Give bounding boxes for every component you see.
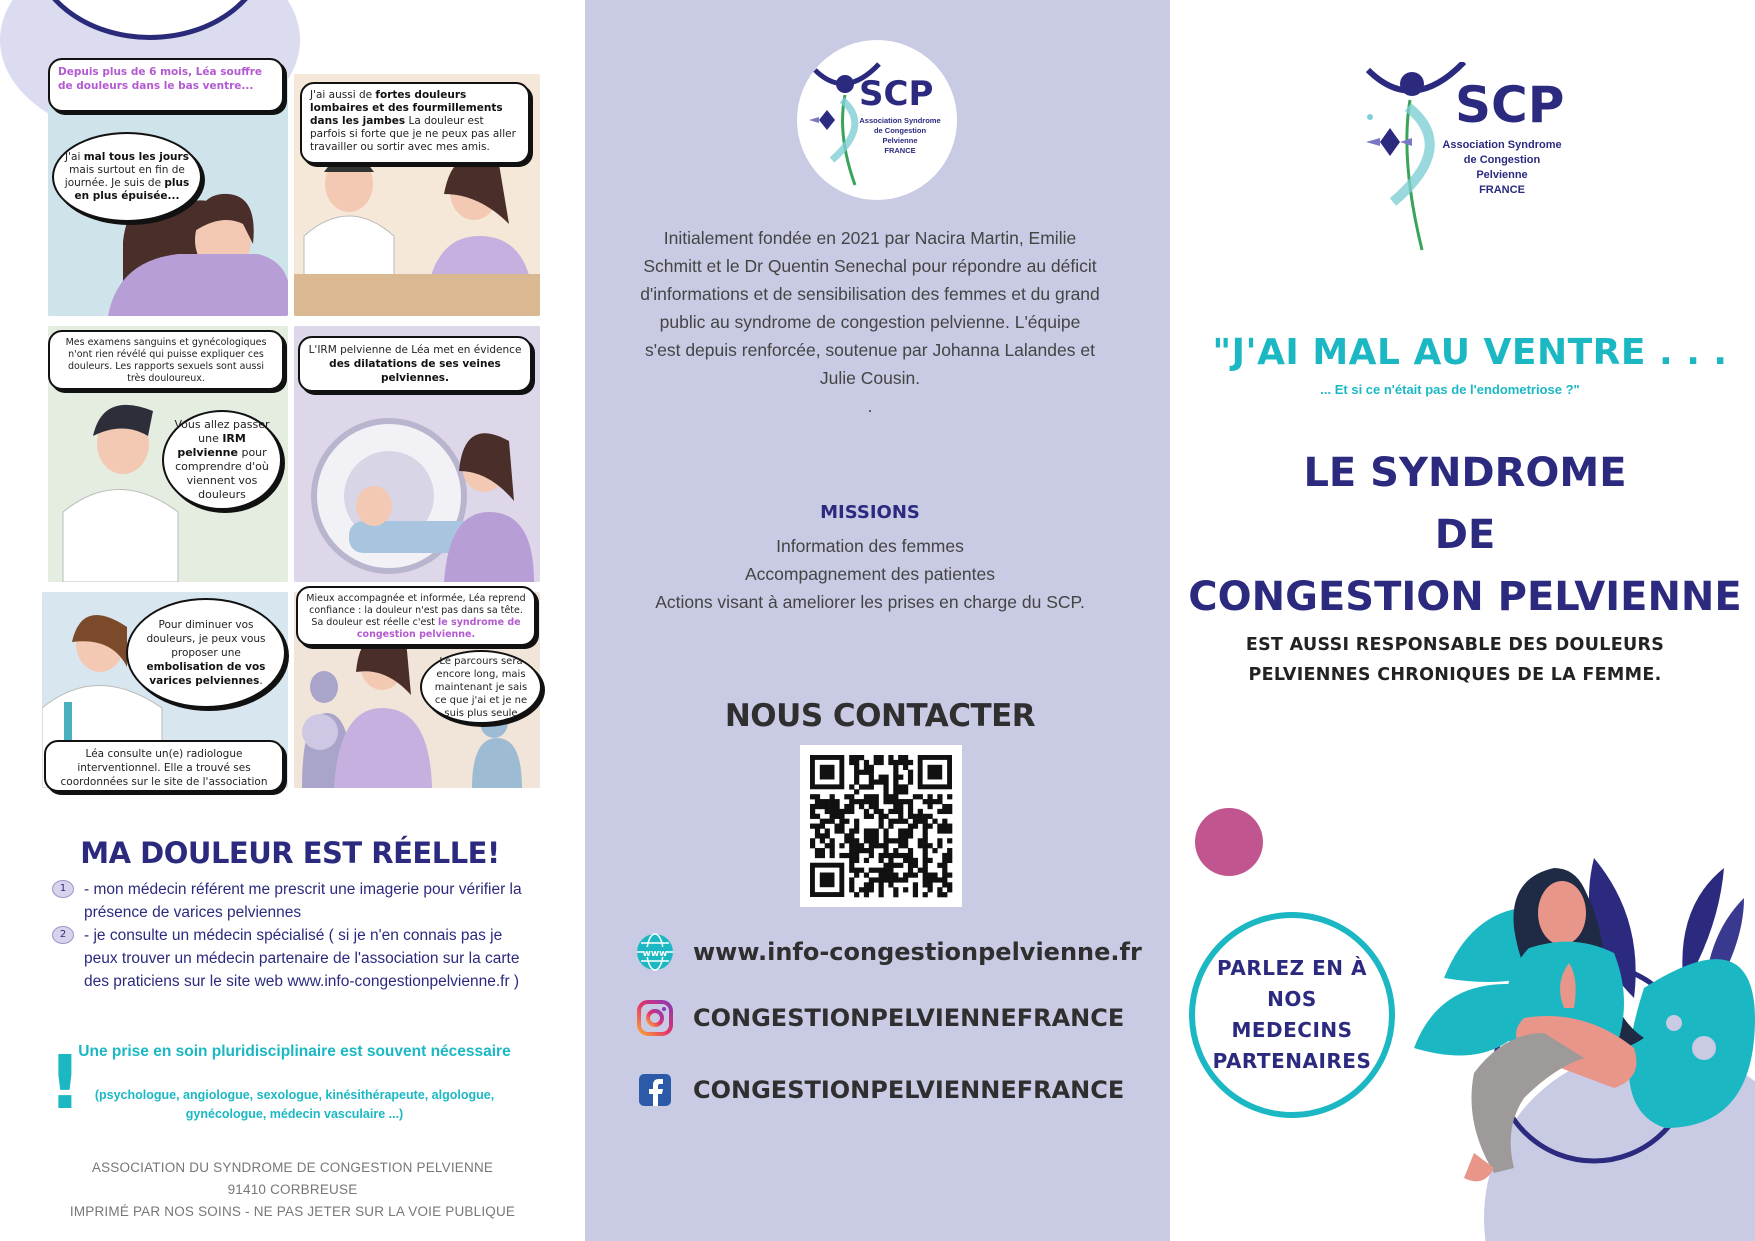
intro-dot: . [867,396,873,416]
logo-line: Pelvienne [882,136,918,145]
list-item-2: - je consulte un médecin spécialisé ( si je n'en connais pas je peux trouver un médecin partenaire de l'association sur la carte des praticiens sur le site web www.info-congestionpelvienne.fr ) [84,927,520,990]
contact-title: NOUS CONTACTER [724,698,1036,734]
bubble-text: L'IRM pelvienne de Léa met en évidence [308,344,522,356]
logo-line: FRANCE [884,146,916,155]
logo-subtitle [847,116,953,156]
bubble-text: Le parcours sera encore long, mais maintenant je sais ce que j'ai et je ne suis plus seule [434,655,528,719]
list-item-1: - mon médecin référent me prescrit une imagerie pour vérifier la présence de varices pelviennes [84,881,522,921]
caption-text: Mieux accompagnée et informée, Léa reprend confiance : la douleur n'est pas dans sa tête. Sa douleur est réelle c'est [306,593,526,628]
facebook-row[interactable] [635,1070,1124,1110]
instagram-icon [635,998,675,1038]
mission-item: Accompagnement des patientes [744,564,996,584]
logo-line: Association Syndrome [1442,139,1562,151]
comic-bubble-3 [162,410,282,510]
missions-list [640,532,1100,616]
syndrome-title-3: CONGESTION PELVIENNE [1188,574,1742,620]
syndrome-description: EST AUSSI RESPONSABLE DES DOULEURS PELVIENNES CHRONIQUES DE LA FEMME. [1245,635,1665,685]
comic-bubble-4 [298,336,532,392]
caption-text: Depuis plus de 6 mois, Léa souffre de douleurs dans le bas ventre... [58,66,263,92]
qr-code-image [800,745,962,907]
comic-caption-1 [48,58,284,112]
bubble-text: J'ai [65,151,84,163]
footer-association: ASSOCIATION DU SYNDROME DE CONGESTION PELVIENNE [91,1160,494,1175]
mission-item: Information des femmes [776,536,964,556]
instagram-row[interactable] [635,998,1124,1038]
comic-bubble-1 [52,132,202,222]
bubble-bold: des dilatations de ses veines pelviennes. [329,358,501,384]
caption-highlight: le syndrome de congestion pelvienne. [356,617,521,640]
missions-title: MISSIONS [820,502,920,523]
mission-item: Actions visant à ameliorer les prises en charge du SCP. [655,592,1085,612]
woman-illustration [1404,838,1755,1241]
qr-code[interactable] [800,745,962,907]
subheadline: ... Et si ce n'était pas de l'endometriose ?" [1320,382,1580,397]
partner-doctors-text: PARLEZ EN À NOS MEDECINS PARTENAIRES [1212,956,1372,1073]
bubble-bold: mal tous les jours [83,151,189,163]
logo-line: Pelvienne [1476,169,1528,181]
bubble-bold: plus en plus épuisée... [74,177,190,202]
website-link[interactable]: www.info-congestionpelvienne.fr [693,938,1142,966]
bubble-bold: fortes douleurs lombaires et des fourmillements dans les jambes [310,89,503,127]
footer-print-note: IMPRIMÉ PAR NOS SOINS - NE PAS JETER SUR LA VOIE PUBLIQUE [69,1204,516,1219]
scp-logo [797,40,957,200]
bubble-text: mais surtout en fin de journée. Je suis de [64,164,185,189]
facebook-icon [635,1070,675,1110]
comic-caption-5 [44,740,284,792]
instagram-handle[interactable]: CONGESTIONPELVIENNEFRANCE [693,1004,1125,1032]
bubble-text: . [259,675,263,687]
facebook-handle[interactable]: CONGESTIONPELVIENNEFRANCE [693,1076,1125,1104]
comic-bubble-5 [126,598,286,708]
comic-bubble-2 [300,82,530,164]
globe-icon-text: www [642,949,668,959]
comic-bubble-6 [420,650,542,724]
number-icon-1: 1 [52,880,74,898]
website-row[interactable] [635,932,1142,972]
logo-line: FRANCE [1479,184,1525,196]
logo-scp-text: SCP [1455,76,1565,134]
association-intro [640,224,1100,420]
footer-address: 91410 CORBREUSE [227,1182,358,1197]
scp-logo-large [1340,62,1580,272]
partner-doctors-badge [1189,912,1395,1118]
logo-line: de Congestion [873,126,927,135]
comic-caption-6 [296,586,536,646]
logo-subtitle [1432,138,1572,198]
bubble-text: J'ai aussi de [310,89,376,101]
left-panel [0,0,585,1241]
headline: "J'AI MAL AU VENTRE . . . [1212,332,1728,373]
syndrome-title-1: LE SYNDROME [1303,450,1627,496]
caption-text: Léa consulte un(e) radiologue interventionnel. Elle a trouvé ses coordonnées sur le site de l'association [60,748,268,788]
care-specialists: (psychologue, angiologue, sexologue, kinésithérapeute, algologue, gynécologue, médecin vasculaire ...) [94,1088,495,1121]
logo-line: de Congestion [1463,154,1541,166]
bubble-bold: embolisation de vos varices pelviennes [146,661,266,687]
bubble-text: pour comprendre d'où viennent vos douleurs [175,446,269,501]
bubble-text: Pour diminuer vos douleurs, je peux vous proposer une [146,619,266,659]
bubble-text: Vous allez passer une [174,418,270,445]
exclamation-icon: ! [48,1040,82,1126]
globe-icon [635,932,675,972]
care-title: Une prise en soin pluridisciplinaire est souvent nécessaire [78,1043,511,1060]
comic-caption-3 [48,330,284,390]
bubble-bold: IRM pelvienne [177,432,246,459]
syndrome-title-2: DE [1434,512,1496,558]
decorative-dot [1195,808,1263,876]
bubble-text: La douleur est parfois si forte que je ne peux pas aller travailler ou sortir avec mes amis. [310,115,516,153]
caption-text: Mes examens sanguins et gynécologiques n'ont rien révélé qui puisse expliquer ces douleurs. Les rapports sexuels sont aussi très douloureux. [65,337,267,384]
number-icon-2: 2 [52,926,74,944]
intro-text: Initialement fondée en 2021 par Nacira Martin, Emilie Schmitt et le Dr Quentin Senechal pour répondre au déficit d'informations et de sensibilisation des femmes et du grand public au syndrome de congestion pelvienne. L'équipe s'est depuis renforcée, soutenue par Johanna Lalandes et Julie Cousin. [640,228,1100,388]
logo-scp-text: SCP [859,74,934,114]
logo-line: Association Syndrome [859,116,941,125]
section-title: MA DOULEUR EST RÉELLE! [80,836,500,870]
